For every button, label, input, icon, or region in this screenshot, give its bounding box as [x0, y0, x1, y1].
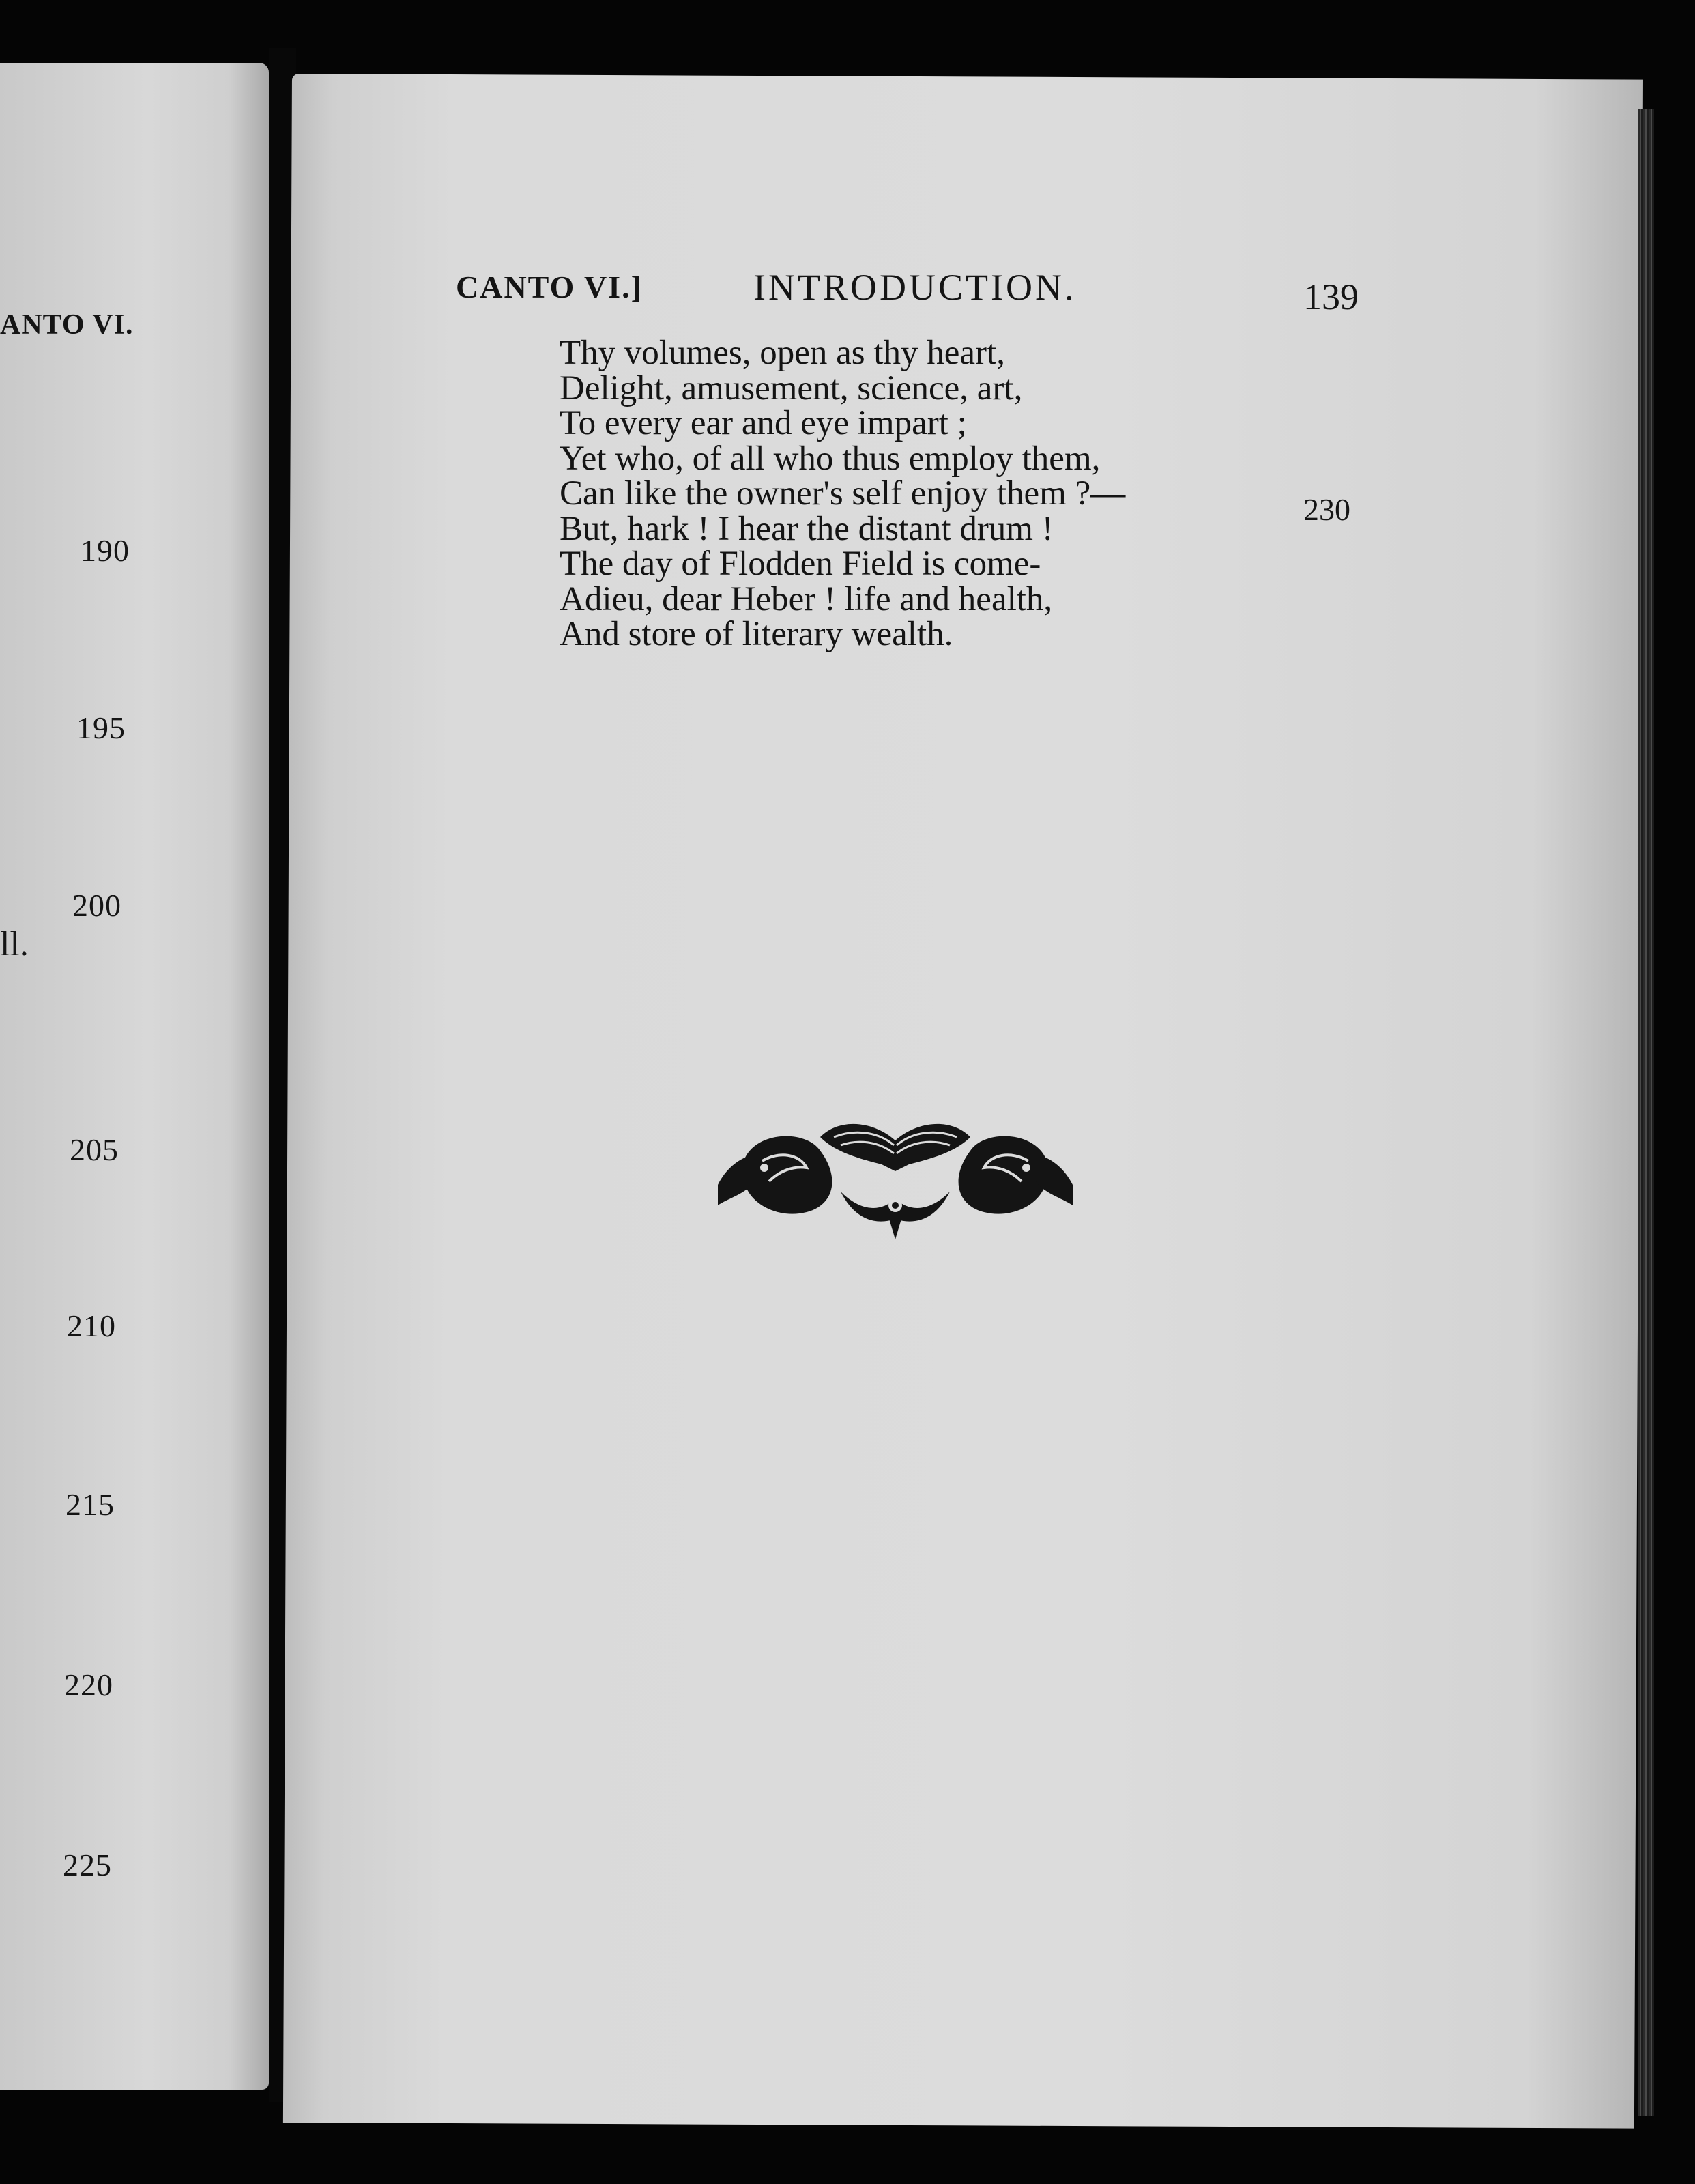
verse-line: Delight, amusement, science, art, — [560, 369, 1023, 407]
left-running-head: ANTO VI. — [0, 309, 134, 341]
left-line-number: 210 — [67, 1308, 116, 1343]
page-edge — [1638, 109, 1654, 2116]
line-number-marker: 230 — [1303, 492, 1350, 527]
running-head-title: INTRODUCTION. — [753, 267, 1077, 308]
left-text-fragment: ll. — [0, 925, 29, 964]
left-line-number: 225 — [63, 1848, 112, 1882]
page-number: 139 — [1303, 276, 1359, 317]
left-line-number: 215 — [66, 1487, 115, 1522]
verse-line: Adieu, dear Heber ! life and health, — [560, 579, 1053, 618]
left-line-number: 205 — [70, 1132, 119, 1167]
verse-line: And store of literary wealth. — [560, 615, 953, 653]
left-line-number: 220 — [64, 1667, 113, 1702]
verse-line: To every ear and eye impart ; — [560, 404, 967, 442]
verse-line: Thy volumes, open as thy heart, — [560, 334, 1005, 372]
verse-line: But, hark ! I hear the distant drum ! — [560, 509, 1054, 548]
verse-line: The day of Flodden Field is come- — [560, 545, 1041, 583]
verse-stanza — [560, 336, 1125, 652]
running-head-canto: CANTO VI.] — [456, 270, 643, 304]
left-line-number: 190 — [81, 533, 130, 568]
left-line-number: 200 — [72, 888, 121, 923]
left-line-number: 195 — [76, 710, 126, 745]
swan-ornament-icon — [704, 1110, 1086, 1246]
verse-line: Yet who, of all who thus employ them, — [560, 439, 1101, 478]
verse-line: Can like the owner's self enjoy them ?— — [560, 474, 1126, 513]
left-page — [0, 63, 269, 2090]
